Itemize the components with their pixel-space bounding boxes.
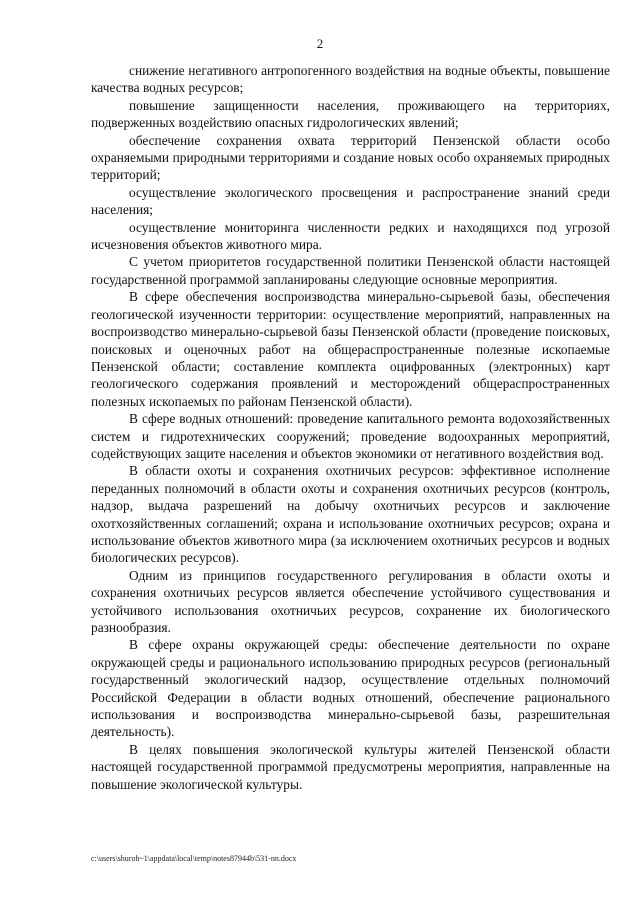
paragraph: Одним из принципов государственного регулирования в области охоты и сохранения охотничьих ресурсов является обеспечение устойчивого существования и устойчивого использования охотничьих ресурсов, сохранение их биологического разнообразия.	[91, 567, 610, 635]
document-body	[91, 62, 610, 793]
paragraph: осуществление мониторинга численности редких и находящихся под угрозой исчезновения объектов животного мира.	[91, 219, 610, 253]
paragraph: В целях повышения экологической культуры жителей Пензенской области настоящей государственной программой предусмотрены мероприятия, направленные на повышение экологической культуры.	[91, 741, 610, 792]
paragraph: В сфере охраны окружающей среды: обеспечение деятельности по охране окружающей среды и рационального использованию природных ресурсов (региональный государственный экологический надзор, осуществление отдельных полномочий Российской Федерации в области водных отношений, обеспечение рационального использования и воспроизводства минерально-сырьевой базы, разрешительная деятельность).	[91, 637, 610, 740]
paragraph: В области охоты и сохранения охотничьих ресурсов: эффективное исполнение переданных полномочий в области охоты и сохранения охотничьих ресурсов (контроль, надзор, выдача разрешений на добычу охотничьих ресурсов и заключение охотхозяйственных соглашений; охрана и использование охотничьих ресурсов; охрана и использование объектов животного мира (за исключением охотничьих ресурсов и водных биологических ресурсов).	[91, 463, 610, 566]
paragraph: повышение защищенности населения, проживающего на территориях, подверженных воздействию опасных гидрологических явлений;	[91, 97, 610, 131]
page-number: 2	[316, 36, 324, 51]
paragraph: осуществление экологического просвещения и распространение знаний среди населения;	[91, 184, 610, 218]
paragraph: обеспечение сохранения охвата территорий Пензенской области особо охраняемыми природными территориями и создание новых особо охраняемых природных территорий;	[91, 132, 610, 183]
paragraph: С учетом приоритетов государственной политики Пензенской области настоящей государственной программой запланированы следующие основные мероприятия.	[91, 254, 610, 287]
paragraph: снижение негативного антропогенного воздействия на водные объекты, повышение качества водных ресурсов;	[91, 63, 610, 96]
file-path-footer: c:\users\shuroh~1\appdata\local\temp\notes87944b\531-nn.docx	[91, 854, 297, 863]
paragraph: В сфере водных отношений: проведение капитального ремонта водохозяйственных систем и гидротехнических сооружений; проведение водоохранных мероприятий, содействующих защите населения и объектов экономики от негативного воздействия вод.	[91, 411, 610, 461]
paragraph: В сфере обеспечения воспроизводства минерально-сырьевой базы, обеспечения геологической изученности территории: осуществление мероприятий, направленных на воспроизводство минерально-сырьевой базы Пензенской области (проведение поисковых, поисковых и оценочных работ на общераспространенные полезные ископаемые Пензенской области; составление комплекта оцифрованных (электронных) карт геологического содержания проявлений и месторождений общераспространенных полезных ископаемых по районам Пензенской области).	[91, 289, 610, 409]
